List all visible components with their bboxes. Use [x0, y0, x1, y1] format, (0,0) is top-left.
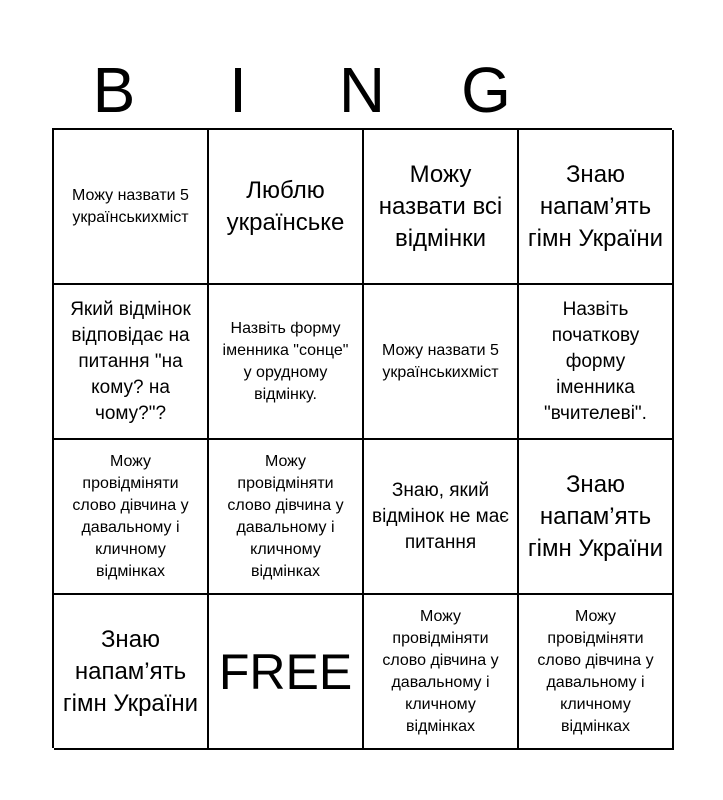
cell-text: Можу назвати всі відмінки [378, 160, 503, 252]
bingo-cell[interactable] [519, 440, 674, 595]
bingo-cell[interactable] [209, 440, 364, 595]
cell-text: Назвіть початкову форму іменника "вчителеві". [544, 298, 647, 424]
bingo-board [52, 128, 672, 748]
bingo-cell[interactable] [519, 595, 674, 750]
cell-text: Знаю, який відмінок не має питання [372, 479, 509, 553]
free-space-label: FREE [218, 643, 353, 700]
header-letter-i: I [229, 54, 247, 126]
cell-text: Можу назвати 5 українськихміст [72, 186, 189, 226]
cell-text: Знаю напам’ять гімн України [527, 160, 664, 252]
bingo-cell[interactable] [364, 440, 519, 595]
header-letter-b: B [92, 54, 136, 126]
bingo-cell[interactable] [209, 130, 364, 285]
header-letter-g: G [461, 54, 511, 126]
cell-text: Знаю напам’ять гімн України [527, 470, 664, 562]
cell-text: Можу провідміняти слово дівчина у давальному і кличному відмінках [227, 452, 344, 580]
bingo-cell[interactable] [519, 285, 674, 440]
cell-text: Знаю напам’ять гімн України [62, 625, 199, 717]
cell-text: Який відмінок відповідає на питання "на кому? на чому?"? [70, 298, 191, 424]
cell-text: Можу провідміняти слово дівчина у давальному і кличному відмінках [537, 607, 654, 735]
bingo-cell[interactable] [54, 285, 209, 440]
bingo-header [52, 52, 672, 128]
bingo-cell[interactable] [519, 130, 674, 285]
cell-text: Назвіть форму іменника "сонце" у орудному відмінку. [222, 319, 349, 403]
cell-text: Можу провідміняти слово дівчина у давальному і кличному відмінках [72, 452, 189, 580]
bingo-cell[interactable] [54, 130, 209, 285]
bingo-cell[interactable] [364, 130, 519, 285]
bingo-cell[interactable] [364, 595, 519, 750]
free-space-cell[interactable] [209, 595, 364, 750]
bingo-cell[interactable] [209, 285, 364, 440]
cell-text: Люблю українське [226, 176, 345, 236]
cell-text: Можу провідміняти слово дівчина у давальному і кличному відмінках [382, 607, 499, 735]
bingo-cell[interactable] [364, 285, 519, 440]
bingo-cell[interactable] [54, 595, 209, 750]
cell-text: Можу назвати 5 українськихміст [382, 341, 499, 381]
bingo-cell[interactable] [54, 440, 209, 595]
header-letter-n: N [338, 54, 386, 126]
